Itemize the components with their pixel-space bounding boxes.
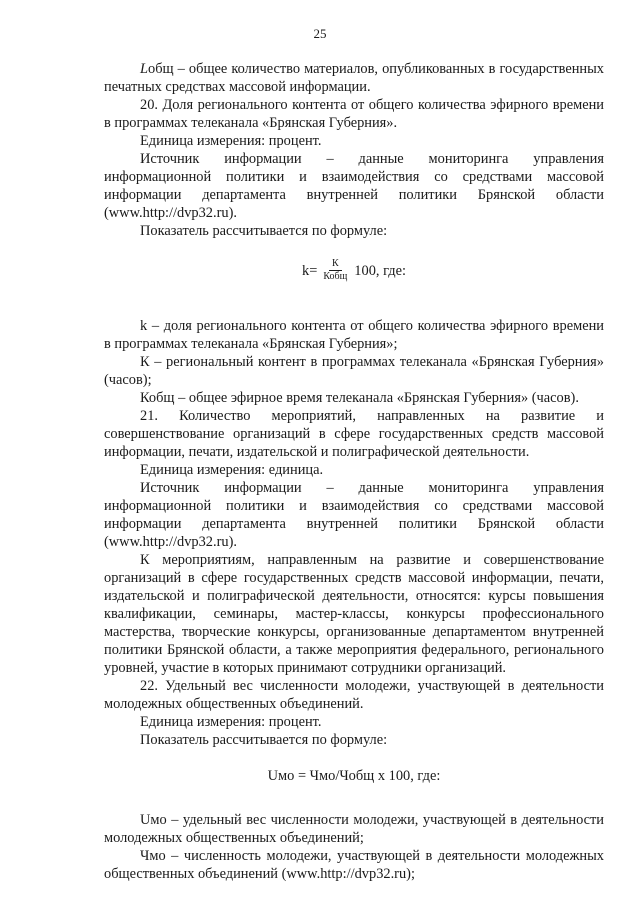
indicator-22-formula-intro: Показатель рассчитывается по формуле: <box>140 732 388 748</box>
variable-umo-definition: Uмо – удельный вес численности молодежи, участвующей в деятельности молодежных общественных объединений; <box>104 812 604 846</box>
document-body <box>104 60 604 883</box>
indicator-21-title: 21. Количество мероприятий, направленных на развитие и совершенствование организаций в сфере государственных средств массовой информации, печати, издательской и полиграфической деятельности. <box>104 408 604 460</box>
variable-k-definition: k – доля регионального контента от общего количества эфирного времени в программах телеканала «Брянская Губерния»; <box>104 318 604 352</box>
variable-chmo-definition: Чмо – численность молодежи, участвующей в деятельности молодежных общественных объединений (www.http://dvp32.ru); <box>104 848 604 882</box>
indicator-20-unit: Единица измерения: процент. <box>140 133 322 149</box>
formula-k-denominator: Кобщ <box>323 271 348 282</box>
formula-k-fraction <box>320 258 350 283</box>
indicator-21-source: Источник информации – данные мониторинга управления информационной политики и взаимодействия со средствами массовой информации департамента внутренней политики Брянской области (www.http://dvp32.ru). <box>104 480 604 550</box>
indicator-21-events-description: К мероприятиям, направленным на развитие и совершенствование организаций в сфере государственных средств массовой информации, печати, издательской и полиграфической деятельности, относятся: курсы повышения квалификации, семинары, мастер-классы, конкурсы профессионального мастерства, творческие конкурсы, организованные департаментом внутренней политики Брянской области, а также мероприятия федерального, регионального уровней, участие в которых принимают сотрудники организаций. <box>104 552 604 676</box>
indicator-22-unit: Единица измерения: процент. <box>140 714 322 730</box>
indicator-22-title: 22. Удельный вес численности молодежи, участвующей в деятельности молодежных общественных объединений. <box>104 678 604 712</box>
variable-K-definition: К – региональный контент в программах телеканала «Брянская Губерния» (часов); <box>104 354 604 388</box>
indicator-20-formula-intro: Показатель рассчитывается по формуле: <box>140 223 388 239</box>
indicator-20-source: Источник информации – данные мониторинга управления информационной политики и взаимодействия со средствами массовой информации департамента внутренней политики Брянской области (www.http://dvp32.ru). <box>104 151 604 221</box>
indicator-20-title: 20. Доля регионального контента от общего количества эфирного времени в программах телеканала «Брянская Губерния». <box>104 97 604 131</box>
paragraph-l-total-definition <box>104 60 604 96</box>
variable-Kobsh-definition: Кобщ – общее эфирное время телеканала «Брянская Губерния» (часов). <box>140 390 579 406</box>
paragraph-text: общ – общее количество материалов, опубликованных в государственных печатных средствах массовой информации. <box>104 61 604 95</box>
variable-l: L <box>140 61 149 77</box>
formula-k-numerator: К <box>329 258 342 271</box>
page-number: 25 <box>313 26 327 41</box>
formula-k-rhs: 100, где: <box>354 262 406 279</box>
indicator-21-unit: Единица измерения: единица. <box>140 462 324 478</box>
formula-umo: Uмо = Чмо/Чобщ х 100, где: <box>267 768 441 784</box>
formula-k-lhs: k= <box>302 262 318 279</box>
formula-k <box>104 258 604 283</box>
